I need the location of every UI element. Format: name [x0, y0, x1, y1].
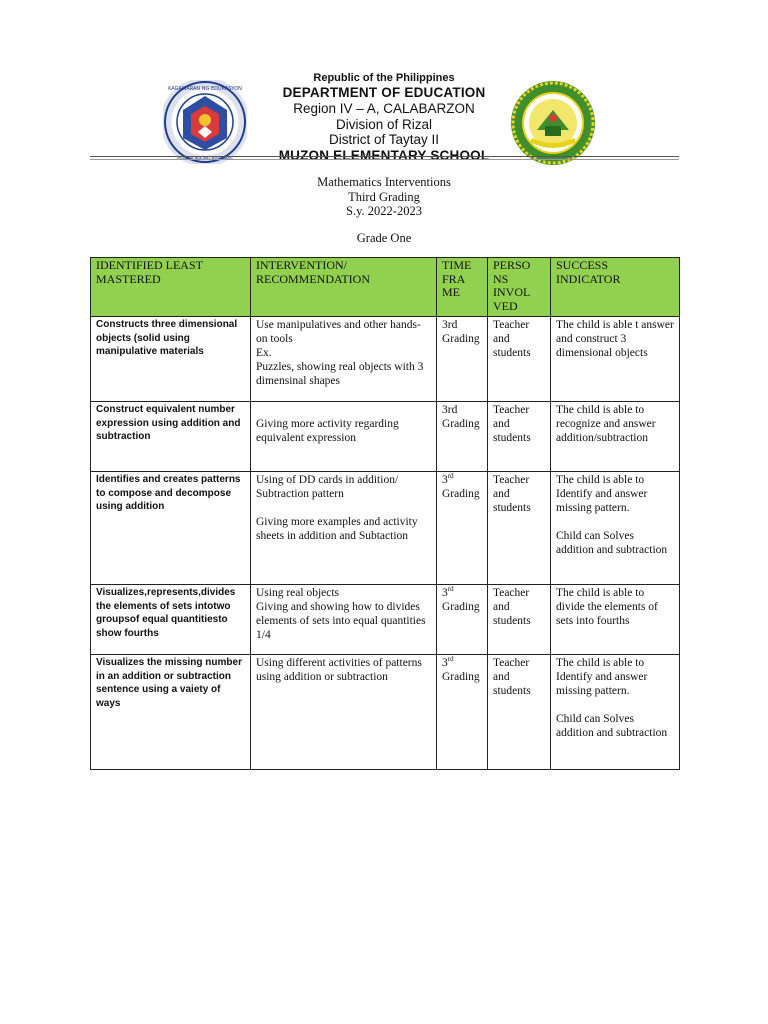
intervention-cell: [251, 402, 437, 472]
table-header-row: [91, 258, 680, 317]
least-mastered-cell: Construct equivalent number expression using addition and subtraction: [91, 402, 251, 472]
success-indicator-cell: [551, 655, 680, 770]
school-seal-icon: [510, 80, 596, 166]
success-indicator-cell: [551, 472, 680, 585]
time-frame-cell: [437, 472, 488, 585]
success-indicator-cell: The child is able to recognize and answer addition/subtraction: [551, 402, 680, 472]
success-text: The child is able to Identify and answer missing pattern.: [556, 474, 648, 514]
district-label: District of Taytay II: [328, 132, 440, 147]
success-text: Child can Solves addition and subtraction: [556, 713, 668, 739]
letterhead-text: [234, 72, 534, 164]
persons-involved-cell: Teacher and students: [488, 472, 551, 585]
header-rule: [90, 156, 679, 157]
success-indicator-cell: The child is able t answer and construct 3 dimensional objects: [551, 317, 680, 402]
success-text: The child is able to Identify and answer missing pattern.: [556, 657, 648, 697]
division-label: Division of Rizal: [335, 116, 433, 132]
table-row: [91, 472, 680, 585]
success-indicator-cell: The child is able to divide the elements of sets into fourths: [551, 585, 680, 655]
intervention-text: Giving and showing how to divides elements of sets into equal quantities 1/4: [256, 601, 426, 641]
least-mastered-cell: Identifies and creates patterns to compose and decompose using addition: [91, 472, 251, 585]
title-grading: Third Grading: [348, 189, 420, 204]
time-frame-cell: [437, 585, 488, 655]
intervention-cell: [251, 317, 437, 402]
department-label: DEPARTMENT OF EDUCATION: [282, 85, 486, 100]
column-header-success-indicator: SUCCESS INDICATOR: [551, 258, 680, 317]
intervention-text: Giving more examples and activity sheets in addition and Subtaction: [256, 516, 418, 542]
table-row: [91, 402, 680, 472]
republic-label: Republic of the Philippines: [313, 72, 455, 84]
intervention-text: Ex.: [256, 347, 272, 359]
time-number: 3: [442, 474, 448, 486]
persons-involved-cell: Teacher and students: [488, 585, 551, 655]
school-name: MUZON ELEMENTARY SCHOOL: [278, 147, 490, 163]
time-ordinal: rd: [447, 472, 454, 481]
table-row: [91, 655, 680, 770]
time-label: Grading: [442, 671, 480, 683]
time-number: 3: [442, 657, 448, 669]
persons-involved-cell: Teacher and students: [488, 317, 551, 402]
time-label: Grading: [442, 601, 480, 613]
intervention-text: Using real objects: [256, 587, 340, 599]
intervention-cell: [251, 472, 437, 585]
table-row: [91, 585, 680, 655]
header-rule-thin: [90, 159, 679, 160]
intervention-text: Use manipulatives and other hands-on tools: [256, 319, 421, 345]
time-ordinal: rd: [447, 585, 454, 594]
column-header-persons-involved: PERSO NS INVOL VED: [488, 258, 551, 317]
table-row: [91, 317, 680, 402]
least-mastered-cell: Visualizes the missing number in an addition or subtraction sentence using a vaiety of ways: [91, 655, 251, 770]
intervention-cell: [251, 585, 437, 655]
intervention-text: Giving more activity regarding equivalent expression: [256, 418, 399, 444]
time-frame-cell: [437, 655, 488, 770]
title-subject: Mathematics Interventions: [317, 175, 451, 189]
time-number: 3: [442, 587, 448, 599]
time-frame-cell: 3rd Grading: [437, 402, 488, 472]
grade-level: Grade One: [356, 231, 412, 245]
interventions-table: [90, 257, 680, 770]
time-ordinal: rd: [447, 655, 454, 664]
region-label: Region IV – A, CALABARZON: [293, 101, 475, 116]
column-header-time-frame: TIME FRA ME: [437, 258, 488, 317]
success-text: Child can Solves addition and subtraction: [556, 530, 668, 556]
column-header-intervention: INTERVENTION/ RECOMMENDATION: [251, 258, 437, 317]
time-frame-cell: 3rd Grading: [437, 317, 488, 402]
intervention-cell: Using different activities of patterns using addition or subtraction: [251, 655, 437, 770]
intervention-text: Using of DD cards in addition/ Subtraction pattern: [256, 474, 399, 500]
svg-text:KAGAWARAN NG EDUKASYON: KAGAWARAN NG EDUKASYON: [168, 86, 242, 92]
column-header-least-mastered: IDENTIFIED LEAST MASTERED: [91, 258, 251, 317]
persons-involved-cell: Teacher and students: [488, 402, 551, 472]
title-school-year: S.y. 2022-2023: [346, 204, 422, 218]
svg-text:REPUBLIKA NG PILIPINAS: REPUBLIKA NG PILIPINAS: [177, 157, 233, 162]
least-mastered-cell: Visualizes,represents,divides the elements of sets intotwo groupsof equal quantitiesto show fourths: [91, 585, 251, 655]
intervention-text: Puzzles, showing real objects with 3 dimensinal shapes: [256, 361, 424, 387]
least-mastered-cell: Constructs three dimensional objects (solid using manipulative materials: [91, 317, 251, 402]
document-title: [234, 175, 534, 219]
letterhead: [0, 70, 768, 162]
persons-involved-cell: Teacher and students: [488, 655, 551, 770]
time-label: Grading: [442, 488, 480, 500]
